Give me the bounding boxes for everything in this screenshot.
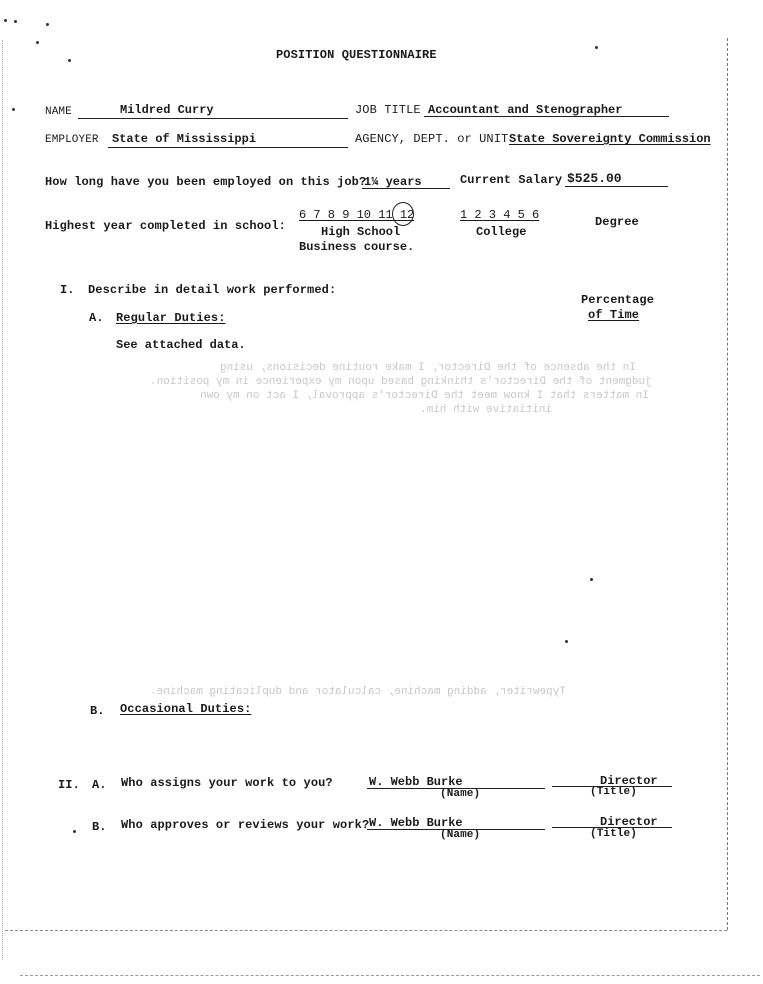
college-years[interactable]: 1 2 3 4 5 6 xyxy=(460,208,540,222)
agency-label: AGENCY, DEPT. or UNIT xyxy=(355,132,509,146)
bleed-through-text: judgment of the Director's thinking based upon my experience in my position. xyxy=(150,376,652,388)
duration-label: How long have you been employed on this job? xyxy=(45,175,367,189)
bleed-through-text: In matters that I know meet the Director's approval, I act on my own xyxy=(200,390,649,402)
degree-label: Degree xyxy=(595,215,639,229)
employer-field[interactable]: State of Mississippi xyxy=(112,132,257,146)
education-label: Highest year completed in school: xyxy=(45,219,286,233)
duration-field[interactable]: 1¼ years xyxy=(364,175,422,189)
assigns-letter: A. xyxy=(92,778,107,792)
regular-duties-letter: A. xyxy=(89,311,104,325)
job-title-field[interactable]: Accountant and Stenographer xyxy=(428,103,623,117)
scan-speck xyxy=(46,23,49,26)
section-2-number: II. xyxy=(58,778,80,792)
occasional-duties-letter: B. xyxy=(90,704,105,718)
approves-name-caption: (Name) xyxy=(440,829,481,841)
scan-speck xyxy=(68,59,71,62)
selected-year-circle xyxy=(392,202,414,226)
name-field[interactable]: Mildred Curry xyxy=(120,103,214,117)
assigns-title-field[interactable]: Director xyxy=(600,774,658,788)
approves-name-field[interactable]: W. Webb Burke xyxy=(369,816,463,830)
bleed-through-text: Typewriter, adding machine, calculator and duplicating machine. xyxy=(150,686,566,698)
assigns-name-caption: (Name) xyxy=(440,788,481,800)
page-title: POSITION QUESTIONNAIRE xyxy=(276,48,437,62)
salary-label: Current Salary xyxy=(460,173,563,187)
occasional-duties-label: Occasional Duties: xyxy=(120,702,252,716)
bleed-through-text: In the absence of the Director, I make routine decisions, using xyxy=(220,362,636,374)
name-underline xyxy=(78,118,348,119)
scan-speck xyxy=(4,19,7,22)
scan-speck xyxy=(36,41,39,44)
section-1-number: I. xyxy=(60,283,75,297)
bleed-through-text: initiative with him. xyxy=(420,404,553,416)
percentage-label: Percentage xyxy=(581,293,655,307)
employer-underline xyxy=(108,147,348,148)
scan-border-left xyxy=(2,40,3,960)
approves-title-caption: (Title) xyxy=(590,828,637,840)
scan-speck xyxy=(590,578,593,581)
scan-speck xyxy=(595,46,598,49)
scan-border-bottom xyxy=(5,930,727,931)
of-time-label: of Time xyxy=(588,308,640,322)
scan-speck xyxy=(73,830,76,833)
scan-speck xyxy=(14,20,17,23)
high-school-years[interactable]: 6 7 8 9 10 11 12 xyxy=(299,208,415,222)
salary-field[interactable]: $525.00 xyxy=(567,171,622,186)
scan-border-bottom-outer xyxy=(20,975,760,976)
regular-duties-label: Regular Duties: xyxy=(116,311,226,325)
scan-speck xyxy=(565,640,568,643)
job-title-label: JOB TITLE xyxy=(355,103,421,117)
employer-label: EMPLOYER xyxy=(45,134,99,146)
assigns-question: Who assigns your work to you? xyxy=(121,776,333,790)
approves-question: Who approves or reviews your work? xyxy=(121,818,370,832)
approves-letter: B. xyxy=(92,820,107,834)
scan-border-right xyxy=(727,38,728,930)
regular-duties-value[interactable]: See attached data. xyxy=(116,338,246,352)
agency-field[interactable]: State Sovereignty Commission xyxy=(509,132,711,146)
name-label: NAME xyxy=(45,106,72,118)
salary-underline xyxy=(565,186,668,187)
scan-speck xyxy=(12,108,15,111)
approves-title-field[interactable]: Director xyxy=(600,815,658,829)
college-label: College xyxy=(476,225,527,239)
section-1-heading: Describe in detail work performed: xyxy=(88,283,337,297)
high-school-label: High School xyxy=(321,225,401,239)
assigns-name-field[interactable]: W. Webb Burke xyxy=(369,775,463,789)
education-note[interactable]: Business course. xyxy=(299,240,415,254)
assigns-title-caption: (Title) xyxy=(590,786,637,798)
